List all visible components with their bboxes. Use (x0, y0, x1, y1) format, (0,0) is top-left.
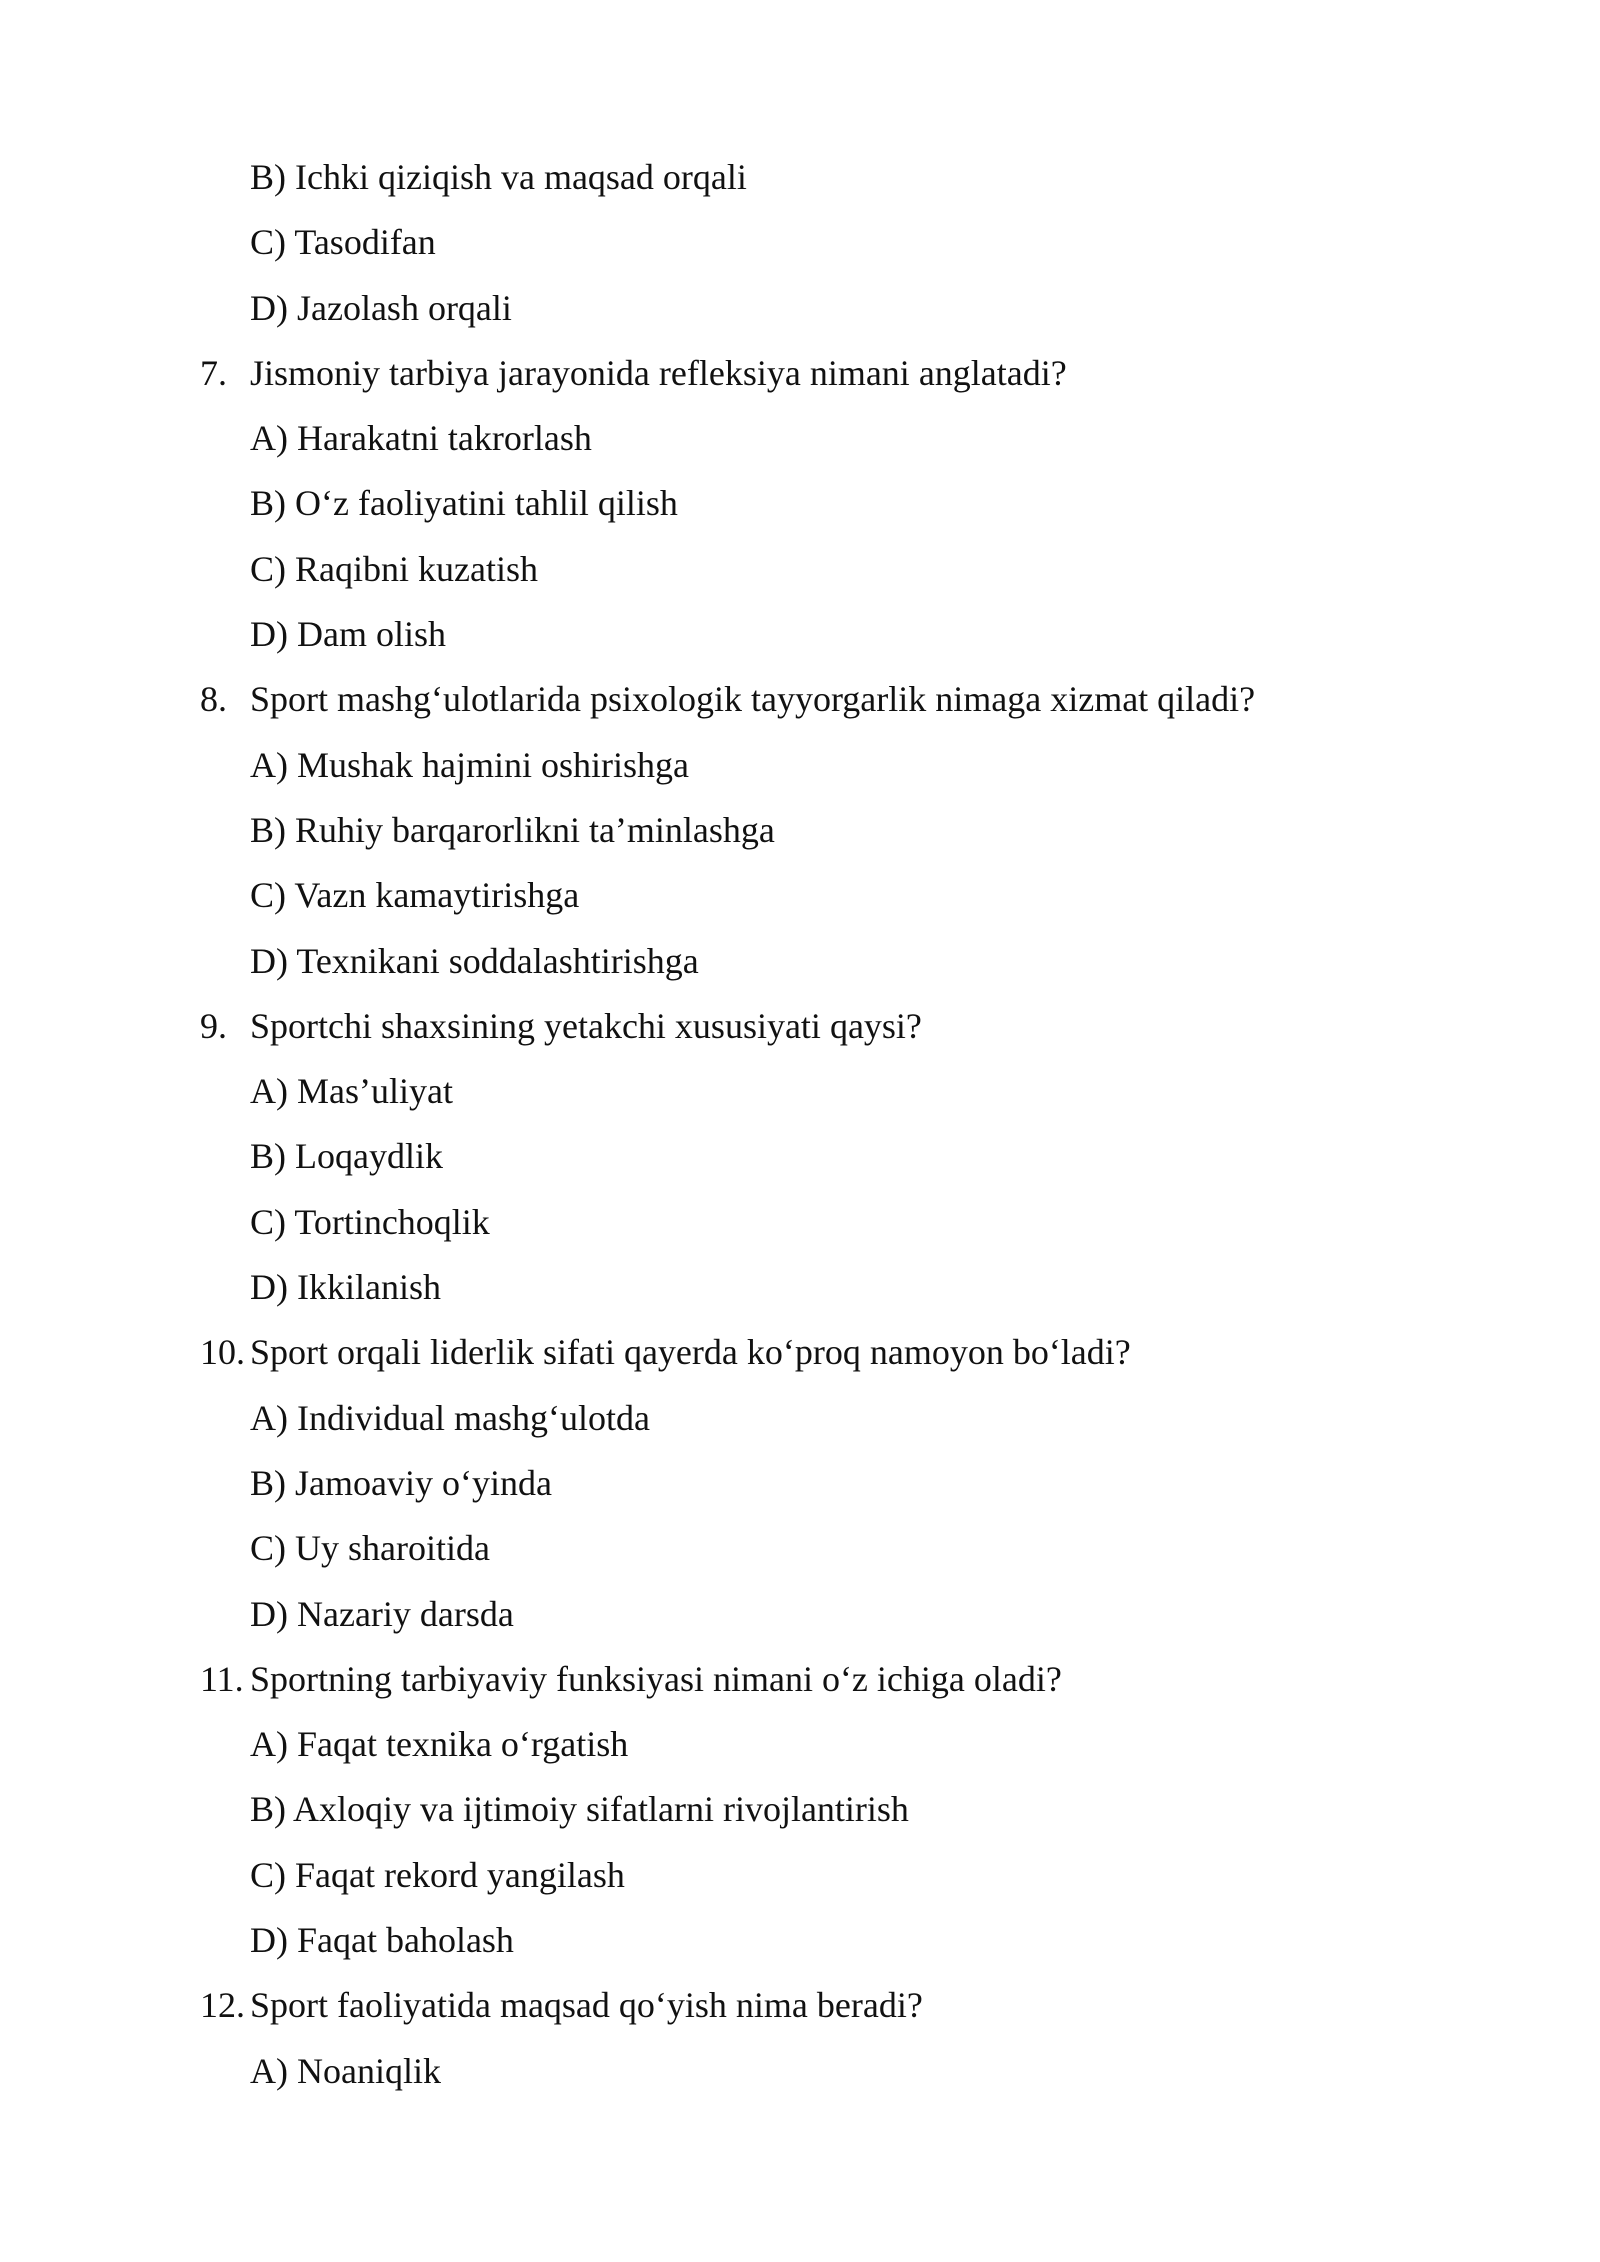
option-line: C) Faqat rekord yangilash (250, 1854, 625, 1895)
option-line: D) Dam olish (250, 614, 446, 655)
option-line: B) Axloqiy va ijtimoiy sifatlarni rivojlantirish (250, 1789, 909, 1830)
option-line: B) Loqaydlik (250, 1136, 443, 1177)
quiz-content (0, 145, 1600, 2104)
option-line: C) Tasodifan (250, 222, 436, 263)
option-line: D) Jazolash orqali (250, 287, 512, 328)
option-line: D) Texnikani soddalashtirishga (250, 940, 699, 981)
question-text: Sport orqali liderlik sifati qayerda ko‘proq namoyon bo‘ladi? (250, 1332, 1131, 1373)
option-line: A) Harakatni takrorlash (250, 418, 592, 459)
question-text: Jismoniy tarbiya jarayonida refleksiya nimani anglatadi? (250, 352, 1067, 393)
question-line (0, 341, 1600, 406)
question-number: 10. (200, 1332, 245, 1373)
question-text: Sportning tarbiyaviy funksiyasi nimani o‘z ichiga oladi? (250, 1658, 1062, 1699)
option-line: A) Mas’uliyat (250, 1071, 453, 1112)
question-line (0, 1647, 1600, 1712)
question-line (0, 1320, 1600, 1385)
question-number: 9. (200, 1005, 227, 1046)
question-line (0, 994, 1600, 1059)
option-line: C) Uy sharoitida (250, 1528, 490, 1569)
option-line: A) Noaniqlik (250, 2050, 441, 2091)
option-line: A) Individual mashg‘ulotda (250, 1397, 650, 1438)
option-line: B) O‘z faoliyatini tahlil qilish (250, 483, 678, 524)
option-line: D) Nazariy darsda (250, 1593, 514, 1634)
option-line: D) Ikkilanish (250, 1267, 441, 1308)
question-number: 11. (200, 1658, 244, 1699)
question-number: 8. (200, 679, 227, 720)
option-line: B) Jamoaviy o‘yinda (250, 1462, 552, 1503)
option-line: B) Ruhiy barqarorlikni ta’minlashga (250, 809, 775, 850)
question-line (0, 1973, 1600, 2038)
question-text: Sport faoliyatida maqsad qo‘yish nima beradi? (250, 1985, 923, 2026)
option-line: C) Raqibni kuzatish (250, 548, 538, 589)
option-line: B) Ichki qiziqish va maqsad orqali (250, 157, 747, 197)
question-number: 7. (200, 352, 227, 393)
question-text: Sportchi shaxsining yetakchi xususiyati qaysi? (250, 1005, 922, 1046)
option-line: D) Faqat baholash (250, 1920, 514, 1961)
option-line: C) Tortinchoqlik (250, 1201, 490, 1242)
option-line: A) Mushak hajmini oshirishga (250, 744, 689, 785)
question-number: 12. (200, 1985, 245, 2026)
option-line: A) Faqat texnika o‘rgatish (250, 1724, 629, 1765)
question-text: Sport mashg‘ulotlarida psixologik tayyorgarlik nimaga xizmat qiladi? (250, 679, 1256, 720)
question-line (0, 667, 1600, 732)
option-line: C) Vazn kamaytirishga (250, 875, 580, 916)
